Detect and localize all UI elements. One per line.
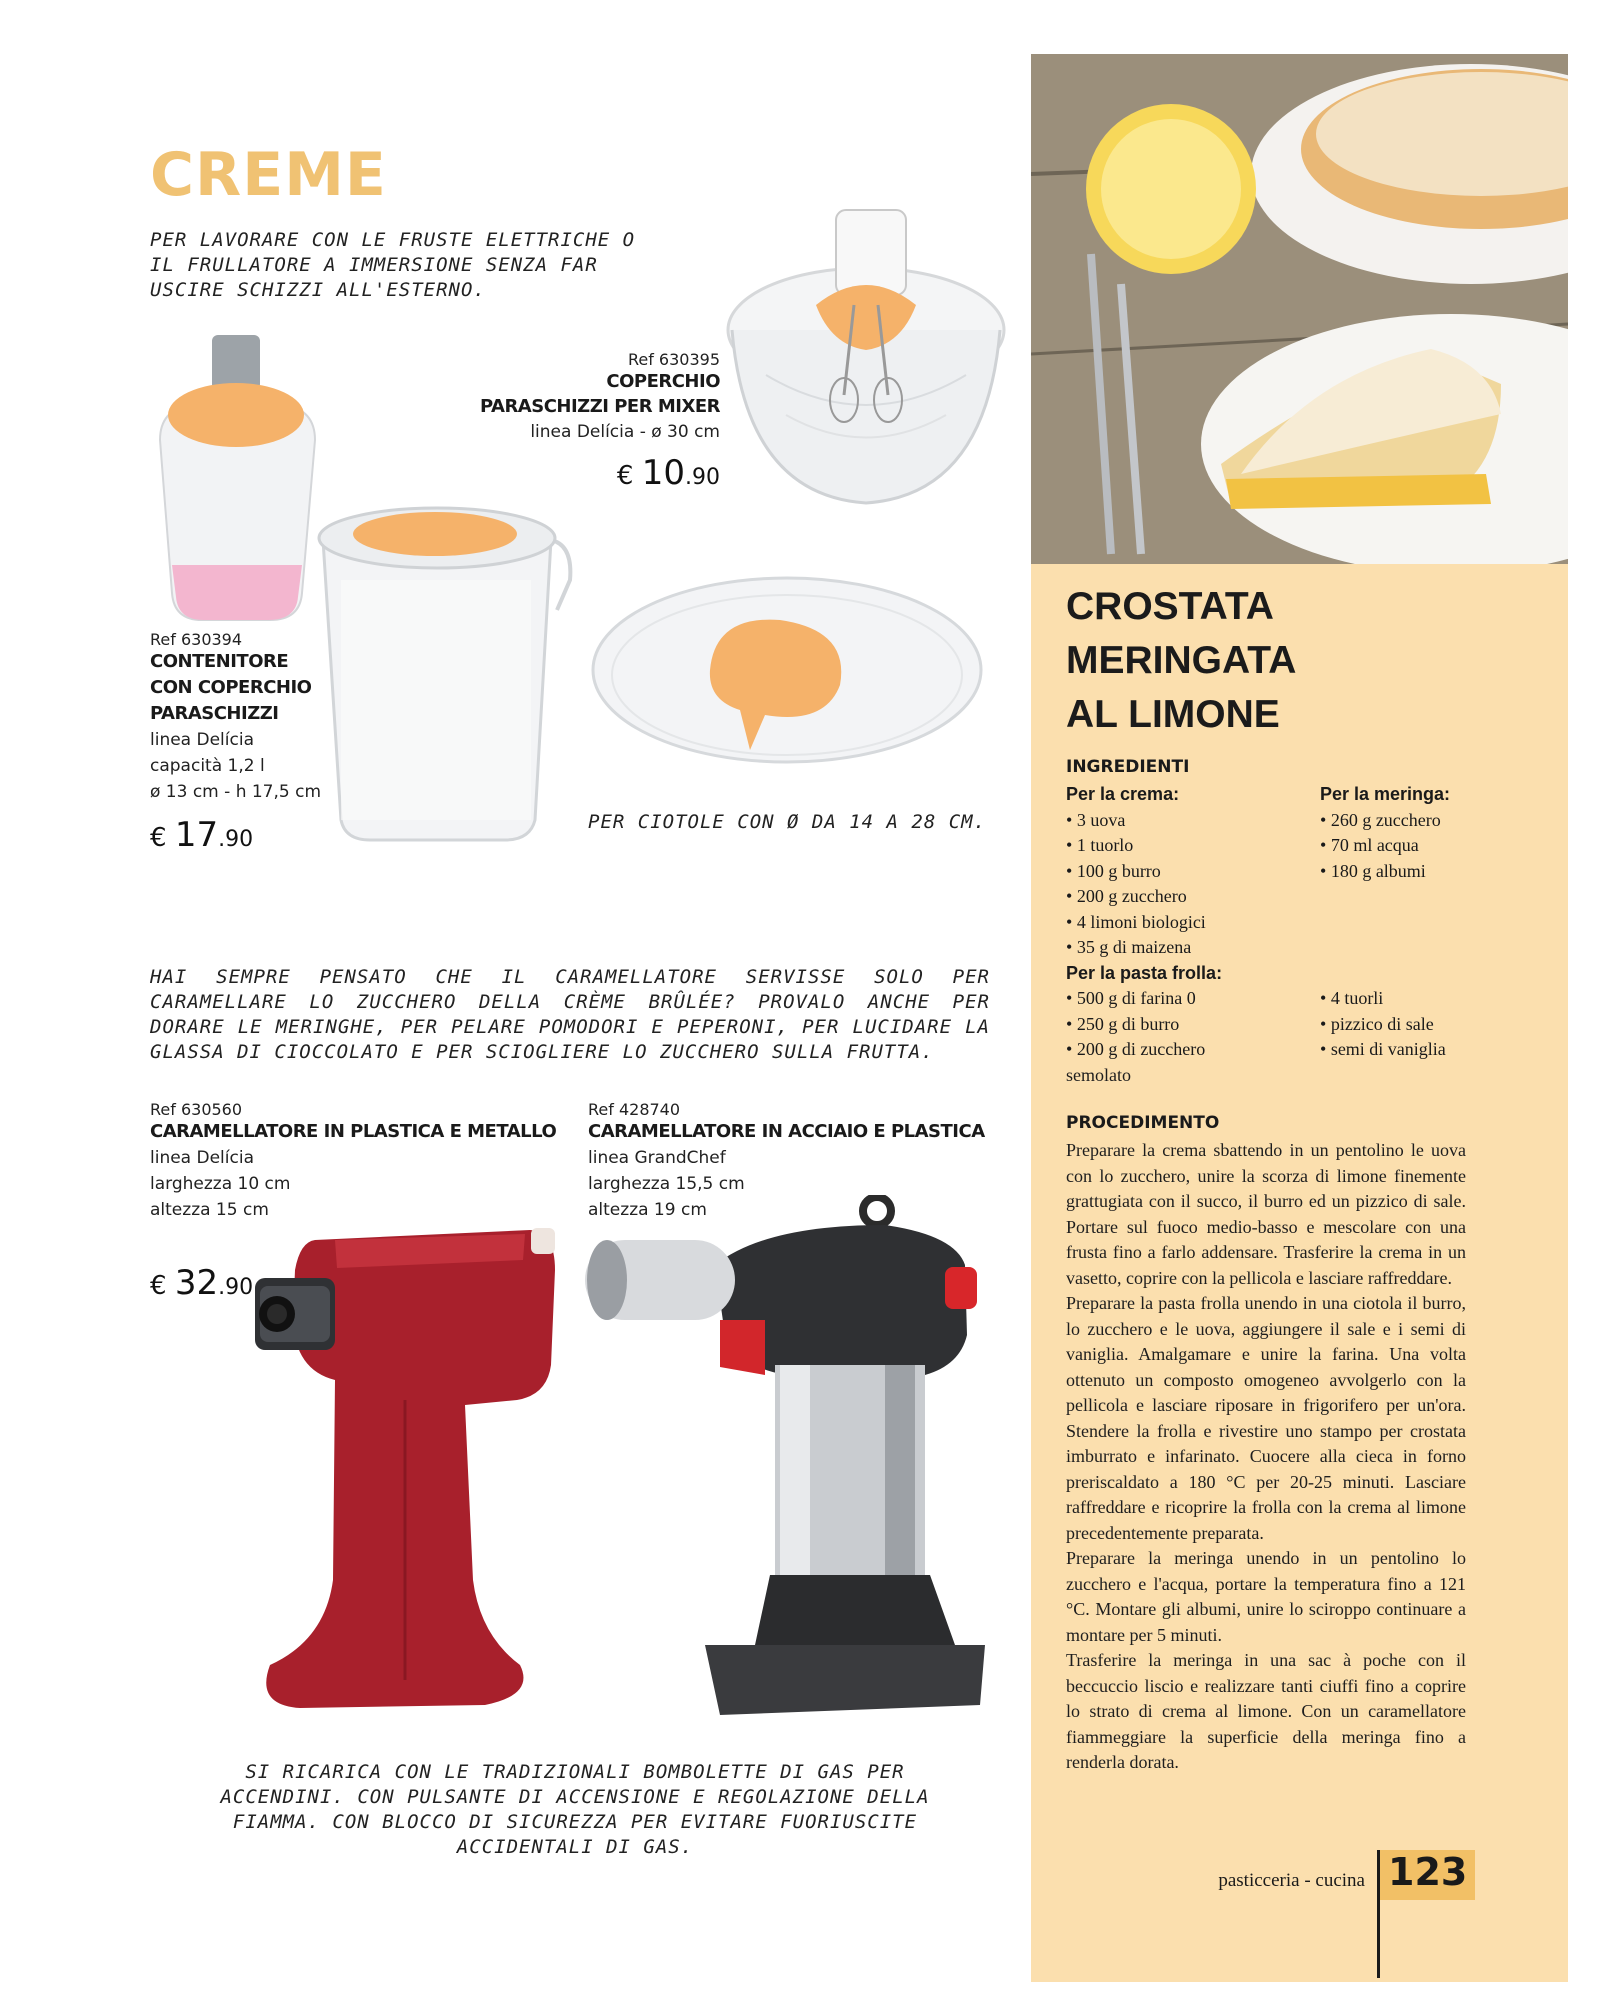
mixer-lid-image (726, 205, 1006, 515)
product-ref: Ref 630394 (150, 630, 243, 649)
procedure-paragraph-3: Preparare la meringa unendo in un pentolino lo zucchero e l'acqua, portare la temperatura fino a 121 °C. Montare gli albumi, unire lo sciroppo continuare a montare per 5 minuti. (1066, 1548, 1466, 1645)
list-item: • pizzico di sale (1320, 1012, 1520, 1038)
product-name-line2: CON COPERCHIO (150, 677, 312, 698)
product-spec-1: linea Delícia (150, 730, 254, 750)
price-currency: € (616, 461, 634, 491)
price-int: 17 (174, 815, 219, 855)
product-price (150, 815, 370, 855)
crema-block (1066, 782, 1306, 1088)
list-item: • 200 g di zucchero (1066, 1037, 1306, 1063)
meringa-list (1320, 808, 1520, 885)
product-name: CARAMELLATORE IN ACCIAIO E PLASTICA (588, 1121, 985, 1142)
product-name-line1: COPERCHIO (606, 371, 720, 392)
product-630395 (460, 350, 720, 493)
product-name-line3: PARASCHIZZI (150, 703, 279, 724)
ingredients-heading: INGREDIENTI (1066, 757, 1190, 777)
crema-list (1066, 808, 1306, 961)
price-currency: € (150, 823, 167, 853)
footer-label: pasticceria - cucina (1218, 1870, 1365, 1891)
frolla-list-right (1320, 986, 1520, 1063)
list-item: • 100 g burro (1066, 859, 1306, 885)
recipe-title (1066, 580, 1296, 742)
product-ref: Ref 428740 (588, 1100, 681, 1119)
price-int: 32 (174, 1263, 219, 1303)
procedure-heading: PROCEDIMENTO (1066, 1113, 1220, 1133)
price-int: 10 (641, 453, 685, 493)
price-currency: € (150, 1271, 167, 1301)
recipe-title-line1: CROSTATA (1066, 585, 1274, 628)
price-cents: .90 (218, 1275, 254, 1300)
price-cents: .90 (685, 465, 720, 490)
frolla-list-left (1066, 986, 1306, 1063)
product-ref: Ref 630395 (627, 350, 720, 369)
section-title: CREME (150, 140, 387, 210)
recipe-title-line2: MERINGATA (1066, 639, 1297, 682)
price-cents: .90 (218, 827, 254, 852)
list-item: • 4 tuorli (1320, 986, 1520, 1012)
flat-lid-image (590, 575, 985, 770)
product-spec-3: ø 13 cm - h 17,5 cm (150, 782, 322, 802)
blender-image (150, 335, 325, 625)
torch-intro: HAI SEMPRE PENSATO CHE IL CARAMELLATORE SERVISSE SOLO PER CARAMELLARE LO ZUCCHERO DELLA CRÈME BRÛLÉE? PROVALO ANCHE PER DORARE LE MERINGHE, PER PELARE POMODORI E PEPERONI, PER LUCIDARE LA GLASSA DI CIOCCOLATO E PER SCIOGLIERE LO ZUCCHERO SULLA FRUTTA. (150, 966, 990, 1063)
meringa-heading: Per la meringa: (1320, 784, 1451, 804)
product-630394 (150, 630, 370, 855)
list-item: • 180 g albumi (1320, 859, 1520, 885)
product-spec-3: altezza 19 cm (588, 1200, 707, 1220)
product-spec-2: larghezza 10 cm (150, 1174, 291, 1194)
product-spec-1: linea Delícia (150, 1148, 254, 1168)
product-spec-1: linea GrandChef (588, 1148, 726, 1168)
recipe-title-line3: AL LIMONE (1066, 693, 1280, 736)
frolla-left-tail: semolato (1066, 1064, 1131, 1085)
section-intro: PER LAVORARE CON LE FRUSTE ELETTRICHE O IL FRULLATORE A IMMERSIONE SENZA FAR USCIRE SCHIZZI ALL'ESTERNO. (150, 229, 636, 301)
procedure-paragraph-1: Preparare la crema sbattendo in un pentolino le uova con lo zucchero, unire la scorza di limone finemente grattugiata con il succo, il burro ed un pizzico di sale. Portare sul fuoco medio-basso e mescolare con una frusta fino a farlo addensare. Trasferire la crema in un vasetto, coprire con la pellicola e lasciare raffreddare. (1066, 1140, 1466, 1288)
list-item: • 4 limoni biologici (1066, 910, 1306, 936)
list-item: • 500 g di farina 0 (1066, 986, 1306, 1012)
list-item: • 35 g di maizena (1066, 935, 1306, 961)
list-item: • 3 uova (1066, 808, 1306, 834)
product-name-line1: CONTENITORE (150, 651, 289, 672)
meringa-block (1320, 782, 1520, 884)
list-item: • 260 g zucchero (1320, 808, 1520, 834)
frolla-heading: Per la pasta frolla: (1066, 962, 1223, 983)
product-ref: Ref 630560 (150, 1100, 243, 1119)
list-item: • 250 g di burro (1066, 1012, 1306, 1038)
procedure-paragraph-4: Trasferire la meringa in una sac à poche con il beccuccio liscio e realizzare tanti ciuffi fino a coprire lo strato di crema al limone. Con un caramellatore fiammeggiare la superficie della meringa fino a renderla dorata. (1066, 1650, 1466, 1772)
product-spec-3: altezza 15 cm (150, 1200, 269, 1220)
procedure-paragraph-2: Preparare la pasta frolla unendo in una ciotola il burro, lo zucchero e le uova, aggiungere il sale e i semi di vaniglia. Amalgamare e unire la farina. Una volta ottenuto un composto omogeneo avvolgerlo con la pellicola e lasciare riposare in frigorifero per un'ora. Stendere la frolla e rivestire uno stampo per crostata imburrato e infarinato. Cuocere alla cieca in forno preriscaldato a 180 °C per 20-25 minuti. Lasciare raffreddare e ricoprire la frolla con la crema al limone precedentemente preparata. (1066, 1293, 1466, 1543)
list-item: • 70 ml acqua (1320, 833, 1520, 859)
procedure-text (1066, 1138, 1466, 1776)
page-number: 123 (1388, 1850, 1468, 1894)
product-name-line2: PARASCHIZZI PER MIXER (479, 396, 720, 417)
product-spec-2: capacità 1,2 l (150, 756, 265, 776)
bowl-note: PER CIOTOLE CON Ø DA 14 A 28 CM. (588, 811, 987, 833)
crema-heading: Per la crema: (1066, 784, 1180, 804)
lemon-tart-photo (1031, 54, 1568, 564)
torch-note: SI RICARICA CON LE TRADIZIONALI BOMBOLETTE DI GAS PER ACCENDINI. CON PULSANTE DI ACCENSIONE E REGOLAZIONE DELLA FIAMMA. CON BLOCCO DI SICUREZZA PER EVITARE FUORIUSCITE ACCIDENTALI DI GAS. (220, 1761, 930, 1858)
product-spec: linea Delícia - ø 30 cm (530, 422, 720, 442)
list-item: • 1 tuorlo (1066, 833, 1306, 859)
red-torch-image (255, 1220, 575, 1720)
list-item: • 200 g zucchero (1066, 884, 1306, 910)
product-price (460, 453, 720, 493)
product-spec-2: larghezza 15,5 cm (588, 1174, 745, 1194)
steel-torch-image (585, 1195, 985, 1725)
product-name: CARAMELLATORE IN PLASTICA E METALLO (150, 1121, 557, 1142)
list-item: • semi di vaniglia (1320, 1037, 1520, 1063)
